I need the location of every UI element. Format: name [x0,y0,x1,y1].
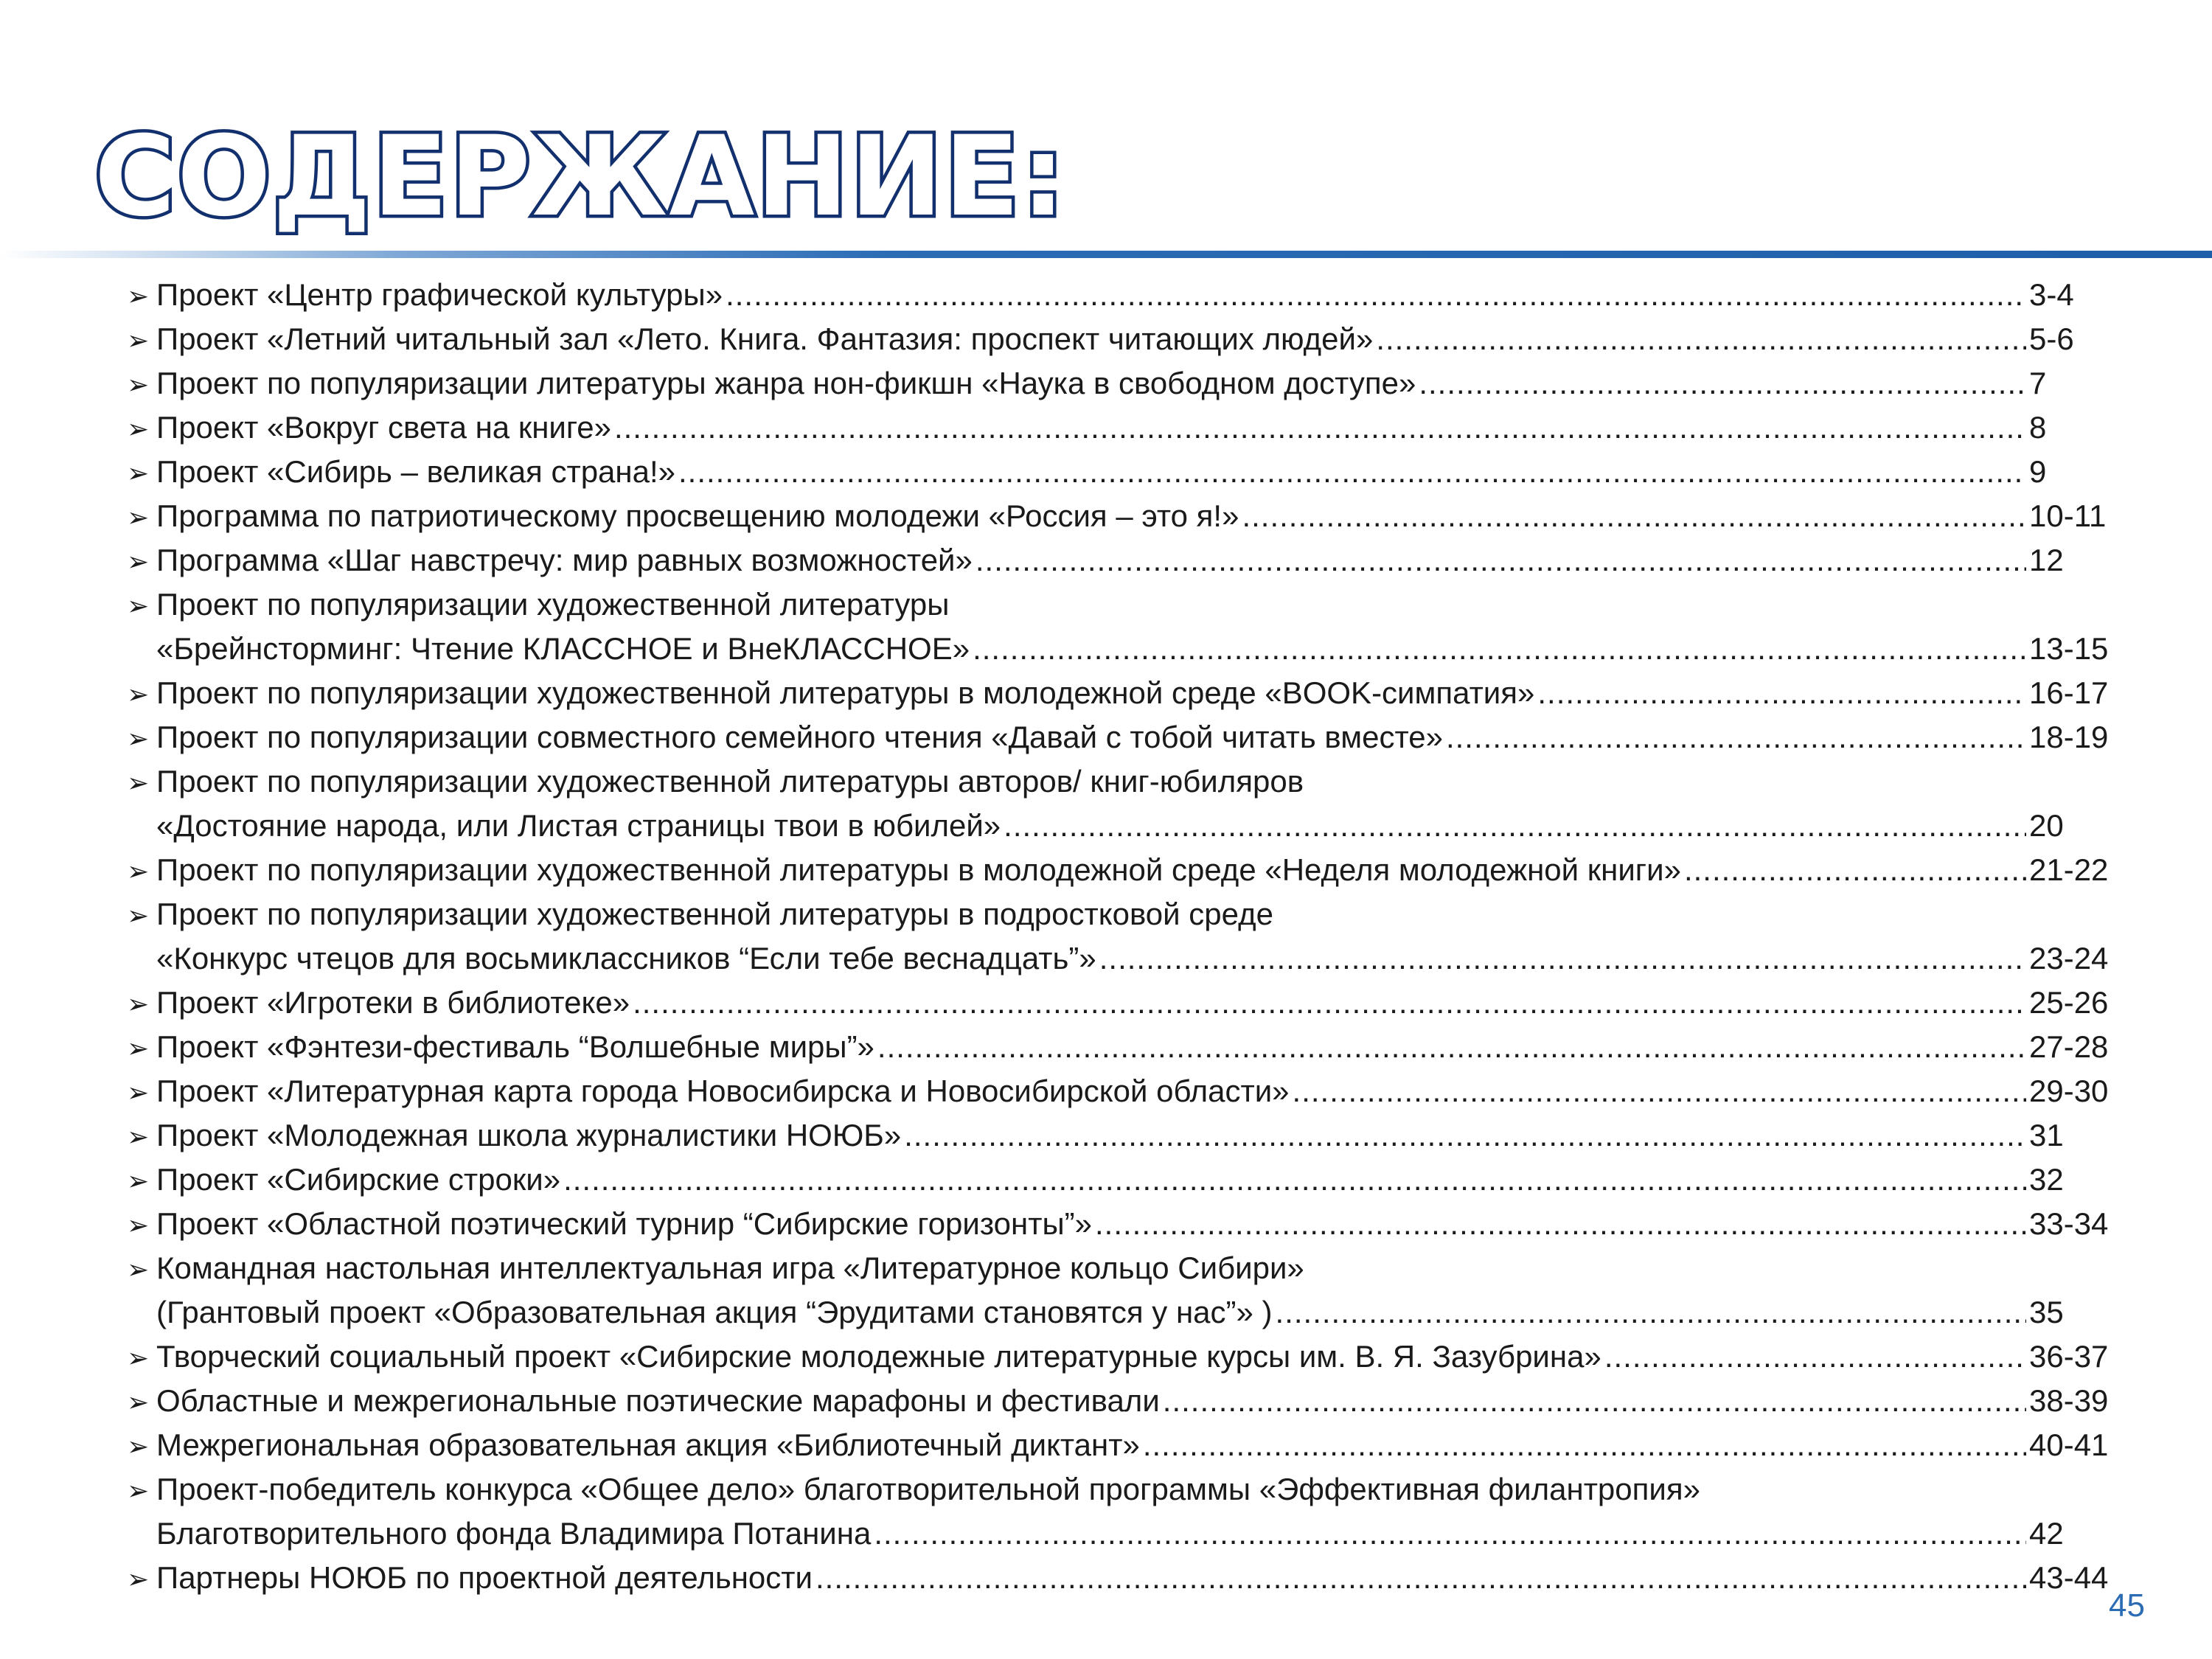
arrow-bullet-icon: ➢ [127,1432,150,1462]
arrow-bullet-icon: ➢ [127,857,150,887]
toc-entry-title: Проект «Литературная карта города Новосибирска и Новосибирской области» [156,1074,1290,1108]
dot-leader [563,1158,2026,1202]
arrow-bullet-icon: ➢ [127,326,150,356]
toc-page-range: 35 [2029,1295,2064,1329]
dot-leader [975,538,2026,582]
toc-page-range: 31 [2029,1118,2064,1152]
toc-page-range: 10-11 [2029,498,2107,533]
toc-entry [127,450,2132,494]
toc-entry-title: Проект по популяризации художественной литературы [156,587,950,622]
arrow-bullet-icon: ➢ [127,1255,150,1285]
arrow-bullet-icon: ➢ [127,1034,150,1064]
arrow-bullet-icon: ➢ [127,370,150,400]
dot-leader [1276,1290,2026,1335]
toc-entry [127,1423,2132,1467]
toc-entry-title: «Брейнсторминг: Чтение КЛАССНОЕ и ВнеКЛАССНОЕ» [156,631,970,666]
toc-entry [127,1069,2132,1113]
toc-entry-title: Проект по популяризации художественной литературы авторов/ книг-юбиляров [156,764,1304,799]
dot-leader [877,1025,2026,1069]
toc-page-range: 29-30 [2029,1074,2109,1108]
page-title: СОДЕРЖАНИЕ: [94,113,1067,241]
toc-page-range: 36-37 [2029,1339,2109,1374]
dot-leader [973,627,2026,671]
toc-entry-title: Проект «Вокруг света на книге» [156,410,611,445]
dot-leader [1242,494,2026,538]
toc-entry-title: Проект по популяризации художественной литературы в молодежной среде «Неделя молодежной книги» [156,852,1681,887]
toc-entry [127,494,2132,538]
arrow-bullet-icon: ➢ [127,1078,150,1108]
toc-page-range: 25-26 [2029,985,2109,1020]
toc-entry-title: Командная настольная интеллектуальная игра «Литературное кольцо Сибири» [156,1251,1304,1285]
toc-entry-continuation [127,627,2132,671]
toc-page-range: 40-41 [2029,1427,2109,1462]
toc-entry [127,1467,2132,1512]
toc-page-range: 32 [2029,1162,2064,1197]
toc-entry-title: Проект «Центр графической культуры» [156,277,723,312]
dot-leader [1537,671,2026,715]
dot-leader [633,981,2026,1025]
toc-entry [127,273,2132,317]
arrow-bullet-icon: ➢ [127,1122,150,1152]
arrow-bullet-icon: ➢ [127,680,150,710]
toc-entry-title: Проект по популяризации художественной литературы в молодежной среде «BOOK-симпатия» [156,675,1535,710]
toc-entry-title: Проект «Фэнтези-фестиваль “Волшебные миры”» [156,1029,874,1064]
toc-entry-title: Благотворительного фонда Владимира Потанина [156,1516,872,1551]
toc-entry [127,317,2132,361]
dot-leader [1095,1202,2026,1246]
toc-page-range: 9 [2029,454,2047,489]
arrow-bullet-icon: ➢ [127,990,150,1020]
toc-page-range: 16-17 [2029,675,2109,710]
toc-page-range: 27-28 [2029,1029,2109,1064]
arrow-bullet-icon: ➢ [127,547,150,577]
toc-entry-title: Проект по популяризации литературы жанра нон-фикшн «Наука в свободном доступе» [156,366,1416,400]
toc-entry-continuation [127,936,2132,981]
toc-entry-continuation [127,1512,2132,1556]
toc-entry [127,848,2132,892]
toc-entry-title: Межрегиональная образовательная акция «Библиотечный диктант» [156,1427,1140,1462]
toc-entry [127,759,2132,804]
toc-entry [127,715,2132,759]
arrow-bullet-icon: ➢ [127,282,150,312]
toc-entry-title: «Достояние народа, или Листая страницы твои в юбилей» [156,808,1001,843]
toc-page-range: 13-15 [2029,631,2109,666]
dot-leader [1293,1069,2026,1113]
toc-entry-continuation [127,804,2132,848]
toc-entry-title: Программа по патриотическому просвещению молодежи «Россия – это я!» [156,498,1239,533]
toc-entry [127,582,2132,627]
arrow-bullet-icon: ➢ [127,1388,150,1418]
toc-entry [127,406,2132,450]
arrow-bullet-icon: ➢ [127,724,150,754]
toc-page-range: 23-24 [2029,941,2109,975]
toc-entry [127,1113,2132,1158]
arrow-bullet-icon: ➢ [127,768,150,799]
toc-page-range: 21-22 [2029,852,2109,887]
toc-entry [127,538,2132,582]
dot-leader [1446,715,2026,759]
toc-entry-title: Проект-победитель конкурса «Общее дело» благотворительной программы «Эффективная филантропия» [156,1472,1700,1506]
arrow-bullet-icon: ➢ [127,459,150,489]
toc-entry [127,1556,2132,1600]
toc-entry-title: Программа «Шаг навстречу: мир равных возможностей» [156,543,973,577]
dot-leader [1604,1335,2026,1379]
dot-leader [726,273,2026,317]
toc-entry-title: Проект «Летний читальный зал «Лето. Книга. Фантазия: проспект читающих людей» [156,321,1374,356]
toc-entry-title: Проект «Игротеки в библиотеке» [156,985,630,1020]
arrow-bullet-icon: ➢ [127,901,150,931]
toc-entry [127,1025,2132,1069]
toc-page-range: 42 [2029,1516,2064,1551]
title-underline [0,251,2212,258]
arrow-bullet-icon: ➢ [127,1211,150,1241]
toc-page-range: 8 [2029,410,2047,445]
dot-leader [678,450,2026,494]
toc-entry-title: Проект по популяризации совместного семейного чтения «Давай с тобой читать вместе» [156,720,1443,754]
dot-leader [1419,361,2026,406]
table-of-contents [127,273,2132,1600]
dot-leader [904,1113,2026,1158]
arrow-bullet-icon: ➢ [127,503,150,533]
toc-entry-title: Проект «Сибирские строки» [156,1162,561,1197]
toc-page-range: 18-19 [2029,720,2109,754]
dot-leader [874,1512,2026,1556]
dot-leader [1143,1423,2026,1467]
toc-page-range: 3-4 [2029,277,2074,312]
toc-entry [127,1202,2132,1246]
toc-page-range: 12 [2029,543,2064,577]
toc-entry-title: Проект по популяризации художественной литературы в подростковой среде [156,897,1273,931]
dot-leader [1684,848,2026,892]
toc-page-range: 20 [2029,808,2064,843]
dot-leader [815,1556,2026,1600]
toc-entry [127,1158,2132,1202]
arrow-bullet-icon: ➢ [127,414,150,445]
toc-page-range: 7 [2029,366,2047,400]
toc-entry [127,981,2132,1025]
dot-leader [614,406,2026,450]
arrow-bullet-icon: ➢ [127,1565,150,1595]
page-number: 45 [2109,1587,2145,1624]
toc-entry-title: Партнеры НОЮБ по проектной деятельности [156,1560,813,1595]
toc-entry-title: Проект «Молодежная школа журналистики НОЮБ» [156,1118,902,1152]
toc-entry-title: Областные и межрегиональные поэтические марафоны и фестивали [156,1383,1160,1418]
toc-page-range: 38-39 [2029,1383,2109,1418]
toc-entry-title: Творческий социальный проект «Сибирские молодежные литературные курсы им. В. Я. Зазубрина» [156,1339,1601,1374]
dot-leader [1376,317,2026,361]
arrow-bullet-icon: ➢ [127,1166,150,1197]
toc-entry-continuation [127,1290,2132,1335]
dot-leader [1004,804,2026,848]
toc-entry-title: Проект «Областной поэтический турнир “Сибирские горизонты”» [156,1206,1092,1241]
toc-entry-title: Проект «Сибирь – великая страна!» [156,454,675,489]
toc-entry [127,892,2132,936]
toc-entry [127,1335,2132,1379]
toc-page-range: 43-44 [2029,1560,2109,1595]
toc-entry [127,671,2132,715]
toc-page-range: 5-6 [2029,321,2074,356]
toc-entry [127,1246,2132,1290]
toc-entry-title: «Конкурс чтецов для восьмиклассников “Если тебе веснадцать”» [156,941,1096,975]
dot-leader [1099,936,2026,981]
toc-page-range: 33-34 [2029,1206,2109,1241]
toc-entry [127,1379,2132,1423]
toc-entry [127,361,2132,406]
arrow-bullet-icon: ➢ [127,1343,150,1374]
arrow-bullet-icon: ➢ [127,1476,150,1506]
arrow-bullet-icon: ➢ [127,591,150,622]
dot-leader [1163,1379,2026,1423]
toc-entry-title: (Грантовый проект «Образовательная акция “Эрудитами становятся у нас”» ) [156,1295,1273,1329]
